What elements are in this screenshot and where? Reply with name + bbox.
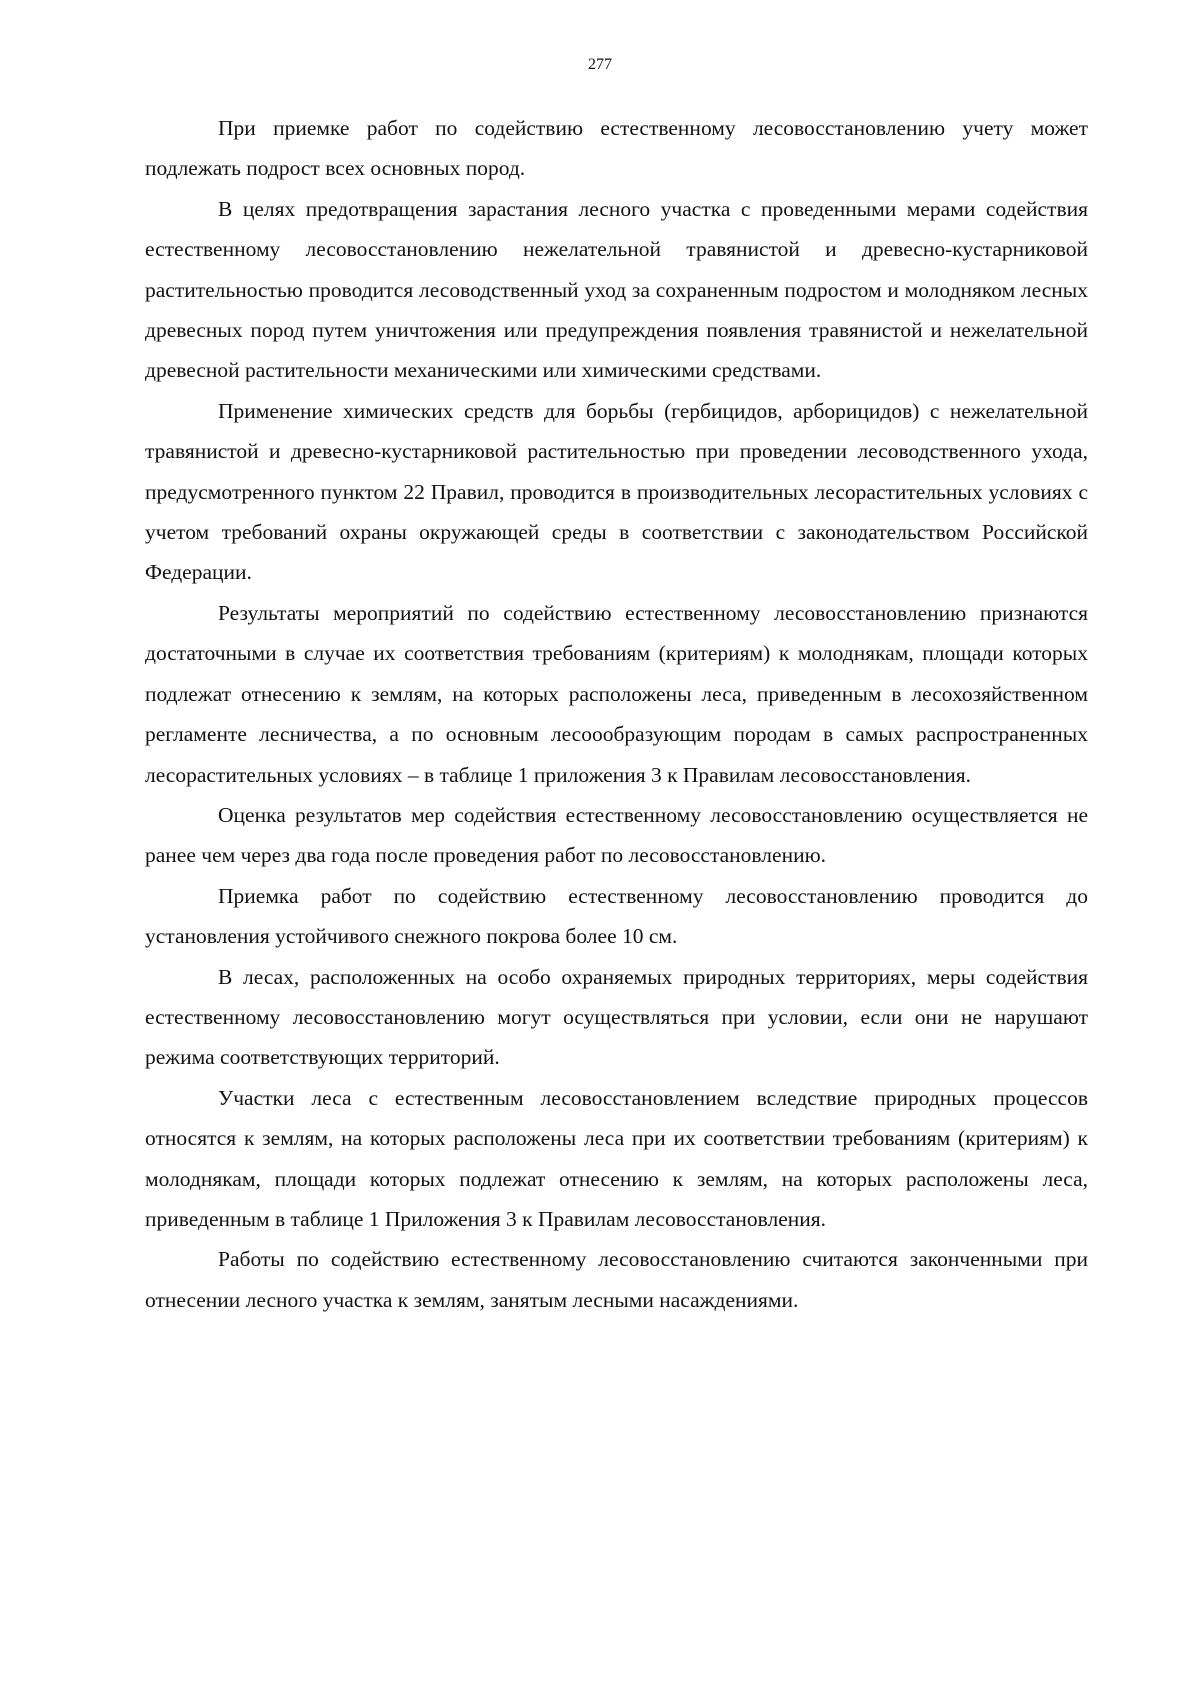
body-text (145, 108, 1088, 1320)
page-number: 277 (588, 56, 612, 73)
paragraph-acceptance-timing: Приемка работ по содействию естественному лесовосстановлению проводится до установления устойчивого снежного покрова более 10 см. (145, 883, 1088, 949)
paragraph-silvicultural-care: В целях предотвращения зарастания лесного участка с проведенными мерами содействия естественному лесовосстановлению нежелательной травянистой и древесно-кустарниковой растительностью проводится лесоводственный уход за сохраненным подростом и молодняком лесных древесных пород путем уничтожения или предупреждения появления травянистой и нежелательной древесной растительности механическими или химическими средствами. (145, 196, 1088, 383)
paragraph-results-sufficiency: Результаты мероприятий по содействию естественному лесовосстановлению признаются достаточными в случае их соответствия требованиям (критериям) к молоднякам, площади которых подлежат отнесению к землям, на которых расположены леса, приведенным в лесохозяйственном регламенте лесничества, а по основным лесоообразующим породам в самых распространенных лесорастительных условиях – в таблице 1 приложения 3 к Правилам лесовосстановления. (145, 600, 1088, 787)
paragraph-works-completion: Работы по содействию естественному лесовосстановлению считаются законченными при отнесении лесного участка к землям, занятым лесными насаждениями. (145, 1247, 1088, 1312)
paragraph-natural-regeneration-sites: Участки леса с естественным лесовосстановлением вследствие природных процессов относятся к землям, на которых расположены леса при их соответствии требованиям (критериям) к молоднякам, площади которых подлежат отнесению к землям, на которых расположены леса, приведенным в таблице 1 Приложения 3 к Правилам лесовосстановления. (145, 1085, 1088, 1231)
paragraph-protected-areas: В лесах, расположенных на особо охраняемых природных территориях, меры содействия естественному лесовосстановлению могут осуществляться при условии, если они не нарушают режима соответствующих территорий. (145, 964, 1088, 1070)
paragraph-results-evaluation: Оценка результатов мер содействия естественному лесовосстановлению осуществляется не ранее чем через два года после проведения работ по лесовосстановлению. (145, 802, 1088, 868)
paragraph-chemical-agents: Применение химических средств для борьбы (гербицидов, арборицидов) с нежелательной травянистой и древесно-кустарниковой растительностью при проведении лесоводственного ухода, предусмотренного пунктом 22 Правил, проводится в производительных лесорастительных условиях с учетом требований охраны окружающей среды в соответствии с законодательством Российской Федерации. (145, 398, 1088, 585)
paragraph-acceptance-undergrowth: При приемке работ по содействию естественному лесовосстановлению учету может подлежать подрост всех основных пород. (145, 116, 1088, 181)
